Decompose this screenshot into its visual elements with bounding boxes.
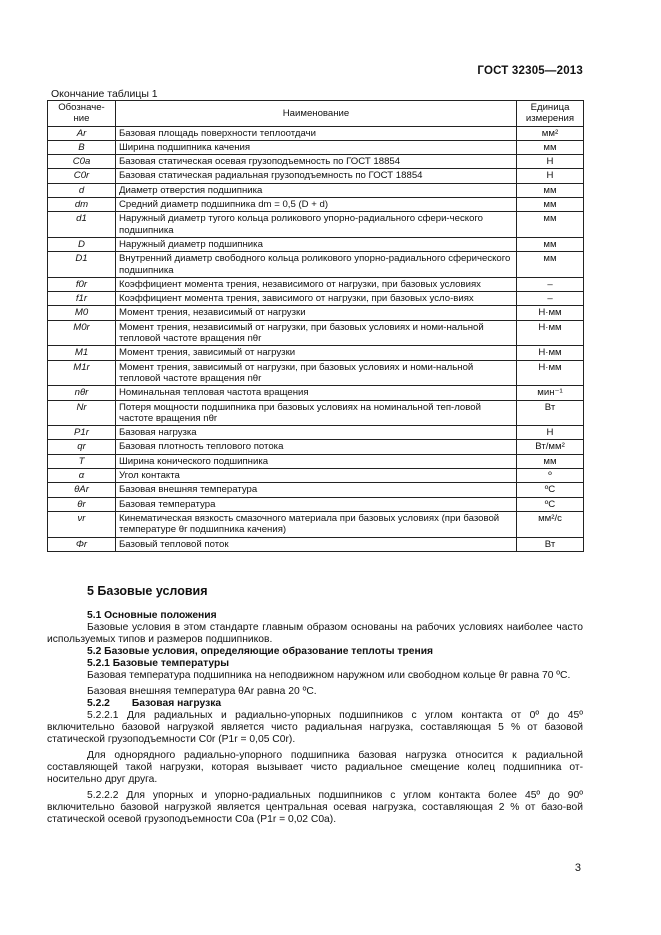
row-name: Угол контакта [116,469,517,483]
column-header-unit: Единица измерения [517,101,584,127]
row-name: Момент трения, зависимый от нагрузки [116,346,517,360]
row-name: Базовая нагрузка [116,426,517,440]
row-unit: мм [517,252,584,278]
row-name: Базовая плотность теплового потока [116,440,517,454]
row-name: Средний диаметр подшипника dm = 0,5 (D + d) [116,198,517,212]
row-name: Момент трения, независимый от нагрузки [116,306,517,320]
row-symbol: f1r [48,292,116,306]
row-symbol: D1 [48,252,116,278]
table-row [48,140,584,154]
table-row [48,198,584,212]
row-name: Наружный диаметр тугого кольца роликового упорно-радиального сфери-ческого подшипника [116,212,517,238]
row-unit: Н·мм [517,306,584,320]
row-symbol: D [48,237,116,251]
row-name: Наружный диаметр подшипника [116,237,517,251]
row-unit: мм [517,237,584,251]
table-row [48,169,584,183]
symbols-table [47,100,584,552]
row-symbol: C0a [48,155,116,169]
row-name: Номинальная тепловая частота вращения [116,386,517,400]
row-symbol: Nr [48,400,116,426]
subsection-5-2-1-text-2: Базовая внешняя температура θAr равна 20 ºС. [87,686,317,697]
table-row [48,126,584,140]
row-symbol: C0r [48,169,116,183]
row-unit: Вт [517,537,584,551]
subsection-5-2-title: 5.2 Базовые условия, определяющие образование теплоты трения [87,646,434,657]
table-body [48,126,584,551]
row-unit: мм [517,183,584,197]
subsection-5-1-text: Базовые условия в этом стандарте главным образом основаны на рабочих условиях наиболее часто используемых типов и размеров подшипников. [47,622,583,645]
table-row [48,537,584,551]
row-unit: Н·мм [517,346,584,360]
row-symbol: νr [48,511,116,537]
row-symbol: nθr [48,386,116,400]
table-row [48,400,584,426]
row-name: Базовый тепловой поток [116,537,517,551]
row-unit: мин⁻¹ [517,386,584,400]
row-symbol: M1r [48,360,116,386]
row-name: Базовая статическая радиальная грузоподъемность по ГОСТ 18854 [116,169,517,183]
row-name: Базовая внешняя температура [116,483,517,497]
row-unit: мм [517,454,584,468]
table-row [48,360,584,386]
paragraph-5-2-2-1: 5.2.2.1 Для радиальных и радиально-упорных подшипников с углом контакта от 0º до 45º включительно базовой нагрузкой является чисто радиальная нагрузка, составляющая 5 % от базовой статической грузоподъемности C0r (P1r = 0,05 C0r). [47,710,583,745]
row-name: Коэффициент момента трения, зависимого от нагрузки, при базовых усло-виях [116,292,517,306]
row-symbol: M0 [48,306,116,320]
row-unit: Н [517,169,584,183]
row-name: Момент трения, независимый от нагрузки, при базовых условиях и номи-нальной тепловой частоте вращения nθr [116,320,517,346]
row-symbol: d [48,183,116,197]
row-unit: ºС [517,497,584,511]
row-unit: мм²/с [517,511,584,537]
table-row [48,386,584,400]
row-unit: – [517,277,584,291]
row-name: Коэффициент момента трения, независимого от нагрузки, при базовых условиях [116,277,517,291]
paragraph-5-2-2-1-continued: Для однорядного радиально-упорного подшипника базовая нагрузка относится к радиальной составляющей такой нагрузки, которая вызывает чисто радиальное смещение колец подшипника от-носительно друг друга. [47,750,583,785]
document-code: ГОСТ 32305—2013 [477,65,583,77]
table-row [48,306,584,320]
row-name: Момент трения, зависимый от нагрузки, при базовых условиях и номи-нальной тепловой частоте вращения nθr [116,360,517,386]
table-row [48,252,584,278]
row-symbol: θr [48,497,116,511]
row-name: Внутренний диаметр свободного кольца роликового упорно-радиального сферического подшипника [116,252,517,278]
row-unit: Н [517,426,584,440]
row-symbol: M1 [48,346,116,360]
subsection-5-2-2-title [47,698,583,710]
table-header-row [48,101,584,127]
column-header-name: Наименование [116,101,517,127]
row-name: Базовая площадь поверхности теплоотдачи [116,126,517,140]
row-name: Ширина конического подшипника [116,454,517,468]
table-row [48,212,584,238]
table-row [48,346,584,360]
table-row [48,511,584,537]
table-row [48,426,584,440]
row-unit: Н·мм [517,320,584,346]
row-symbol: T [48,454,116,468]
row-unit: ºС [517,483,584,497]
table-row [48,497,584,511]
section-title: 5 Базовые условия [87,584,208,598]
table-caption: Окончание таблицы 1 [51,88,158,100]
row-name: Базовая статическая осевая грузоподъемность по ГОСТ 18854 [116,155,517,169]
section-5 [47,585,583,826]
row-name: Потеря мощности подшипника при базовых условиях на номинальной теп-ловой частоте вращения nθr [116,400,517,426]
row-symbol: M0r [48,320,116,346]
row-unit: Вт/мм² [517,440,584,454]
row-name: Кинематическая вязкость смазочного материала при базовых условиях (при базовой температуре θr подшипника качения) [116,511,517,537]
row-unit: Н·мм [517,360,584,386]
row-unit: – [517,292,584,306]
subsection-5-2-2-label: Базовая нагрузка [131,698,222,709]
row-symbol: d1 [48,212,116,238]
table-row [48,277,584,291]
table-row [48,237,584,251]
subsection-5-1-title: 5.1 Основные положения [87,610,217,621]
row-name: Диаметр отверстия подшипника [116,183,517,197]
subsection-5-2-1-title: 5.2.1 Базовые температуры [87,658,230,669]
table-row [48,155,584,169]
row-unit: мм [517,212,584,238]
paragraph-5-2-2-2: 5.2.2.2 Для упорных и упорно-радиальных подшипников с углом контакта более 45º до 90º включительно базовой нагрузкой является центральная осевая нагрузка, составляющая 2 % от базо-вой статической осевой грузоподъемности C0a (P1r = 0,02 C0a). [47,790,583,825]
row-symbol: f0r [48,277,116,291]
table-row [48,292,584,306]
row-symbol: θAr [48,483,116,497]
row-symbol: qr [48,440,116,454]
row-symbol: Φr [48,537,116,551]
table-row [48,454,584,468]
row-symbol: P1r [48,426,116,440]
subsection-5-2-1-text-1: Базовая температура подшипника на неподвижном наружном или свободном кольце θr равна 70 ºС. [87,670,571,681]
table-row [48,483,584,497]
column-header-symbol: Обозначе-ние [48,101,116,127]
row-unit: мм [517,198,584,212]
row-name: Ширина подшипника качения [116,140,517,154]
row-symbol: Ar [48,126,116,140]
table-row [48,440,584,454]
table-row [48,183,584,197]
row-unit: º [517,469,584,483]
row-symbol: B [48,140,116,154]
row-unit: Н [517,155,584,169]
row-unit: Вт [517,400,584,426]
table-row [48,469,584,483]
row-unit: мм [517,140,584,154]
row-unit: мм² [517,126,584,140]
page-number: 3 [574,862,581,874]
row-name: Базовая температура [116,497,517,511]
row-symbol: α [48,469,116,483]
subsection-5-2-2-number: 5.2.2 [87,698,110,709]
row-symbol: dm [48,198,116,212]
table-row [48,320,584,346]
